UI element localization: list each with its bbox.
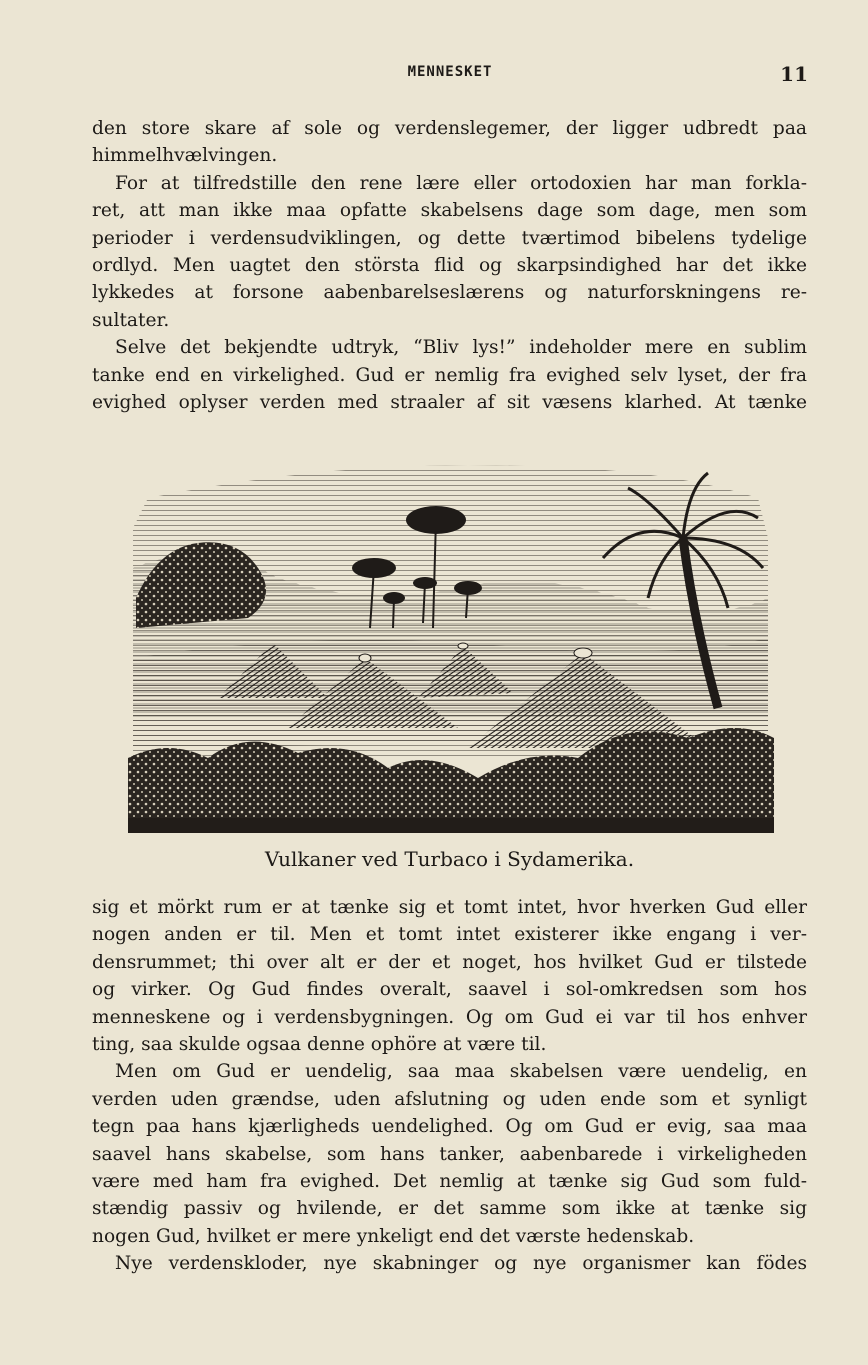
- text-line: nogen anden er til. Men et tomt intet existerer ikke engang i ver-: [92, 924, 807, 946]
- text-line: densrummet; thi over alt er der et noget, hos hvilket Gud er tilstede: [92, 951, 807, 973]
- figure-caption: Vulkaner ved Turbaco i Sydamerika.: [264, 847, 635, 871]
- text-line: evighed oplyser verden med straaler af sit væsens klarhed. At tænke: [92, 391, 807, 413]
- text-line: For at tilfredstille den rene lære eller ortodoxien har man forkla-: [115, 172, 807, 194]
- text-line: ting, saa skulde ogsaa denne ophöre at være til.: [92, 1033, 547, 1055]
- running-title: MENNESKET: [407, 64, 493, 80]
- text-line: Selve det bekjendte udtryk, “Bliv lys!” indeholder mere en sublim: [115, 337, 807, 359]
- page-number: 11: [780, 62, 808, 86]
- engraving-figure: [128, 458, 774, 833]
- ground-strip: [128, 818, 774, 833]
- text-line: saavel hans skabelse, som hans tanker, aabenbarede i virkeligheden: [92, 1143, 807, 1165]
- text-line: Men om Gud er uendelig, saa maa skabelsen være uendelig, en: [115, 1061, 807, 1083]
- crater-center: [359, 654, 371, 662]
- crater-right: [574, 648, 592, 658]
- text-line: menneskene og i verdensbygningen. Og om Gud ei var til hos enhver: [92, 1006, 807, 1028]
- text-line: stændig passiv og hvilende, er det samme som ikke at tænke sig: [92, 1198, 807, 1220]
- text-line: tanke end en virkelighed. Gud er nemlig fra evighed selv lyset, der fra: [92, 364, 807, 386]
- text-line: og virker. Og Gud findes overalt, saavel i sol-omkredsen som hos: [92, 979, 807, 1001]
- text-line: ret, att man ikke maa opfatte skabelsens dage som dage, men som: [92, 200, 807, 222]
- text-line: sig et mörkt rum er at tænke sig et tomt intet, hvor hverken Gud eller: [92, 897, 807, 918]
- text-line: tegn paa hans kjærligheds uendelighed. Og om Gud er evig, saa maa: [92, 1116, 807, 1138]
- text-line: sultater.: [92, 309, 170, 331]
- text-line: den store skare af sole og verdenslegemer, der ligger udbredt paa: [92, 118, 807, 139]
- text-line: ordlyd. Men uagtet den största flid og skarpsindighed har det ikke: [92, 254, 807, 276]
- page-header: [92, 64, 808, 92]
- text-line: Nye verdenskloder, nye skabninger og nye organismer kan födes: [115, 1253, 807, 1275]
- volcano-landscape-engraving: [128, 458, 774, 833]
- text-line: være med ham fra evighed. Det nemlig at tænke sig Gud som fuld-: [92, 1170, 807, 1192]
- text-line: himmelhvælvingen.: [92, 145, 278, 167]
- text-line: perioder i verdensudviklingen, og dette tværtimod bibelens tydelige: [92, 227, 807, 249]
- text-line: nogen Gud, hvilket er mere ynkeligt end det værste hedenskab.: [92, 1225, 695, 1247]
- text-block-top: [92, 115, 807, 416]
- text-line: verden uden grændse, uden afslutning og uden ende som et synligt: [92, 1088, 807, 1110]
- text-block-bottom: [92, 894, 807, 1277]
- crater-back: [458, 643, 468, 649]
- text-line: lykkedes at forsone aabenbarelseslærens og naturforskningens re-: [92, 282, 807, 304]
